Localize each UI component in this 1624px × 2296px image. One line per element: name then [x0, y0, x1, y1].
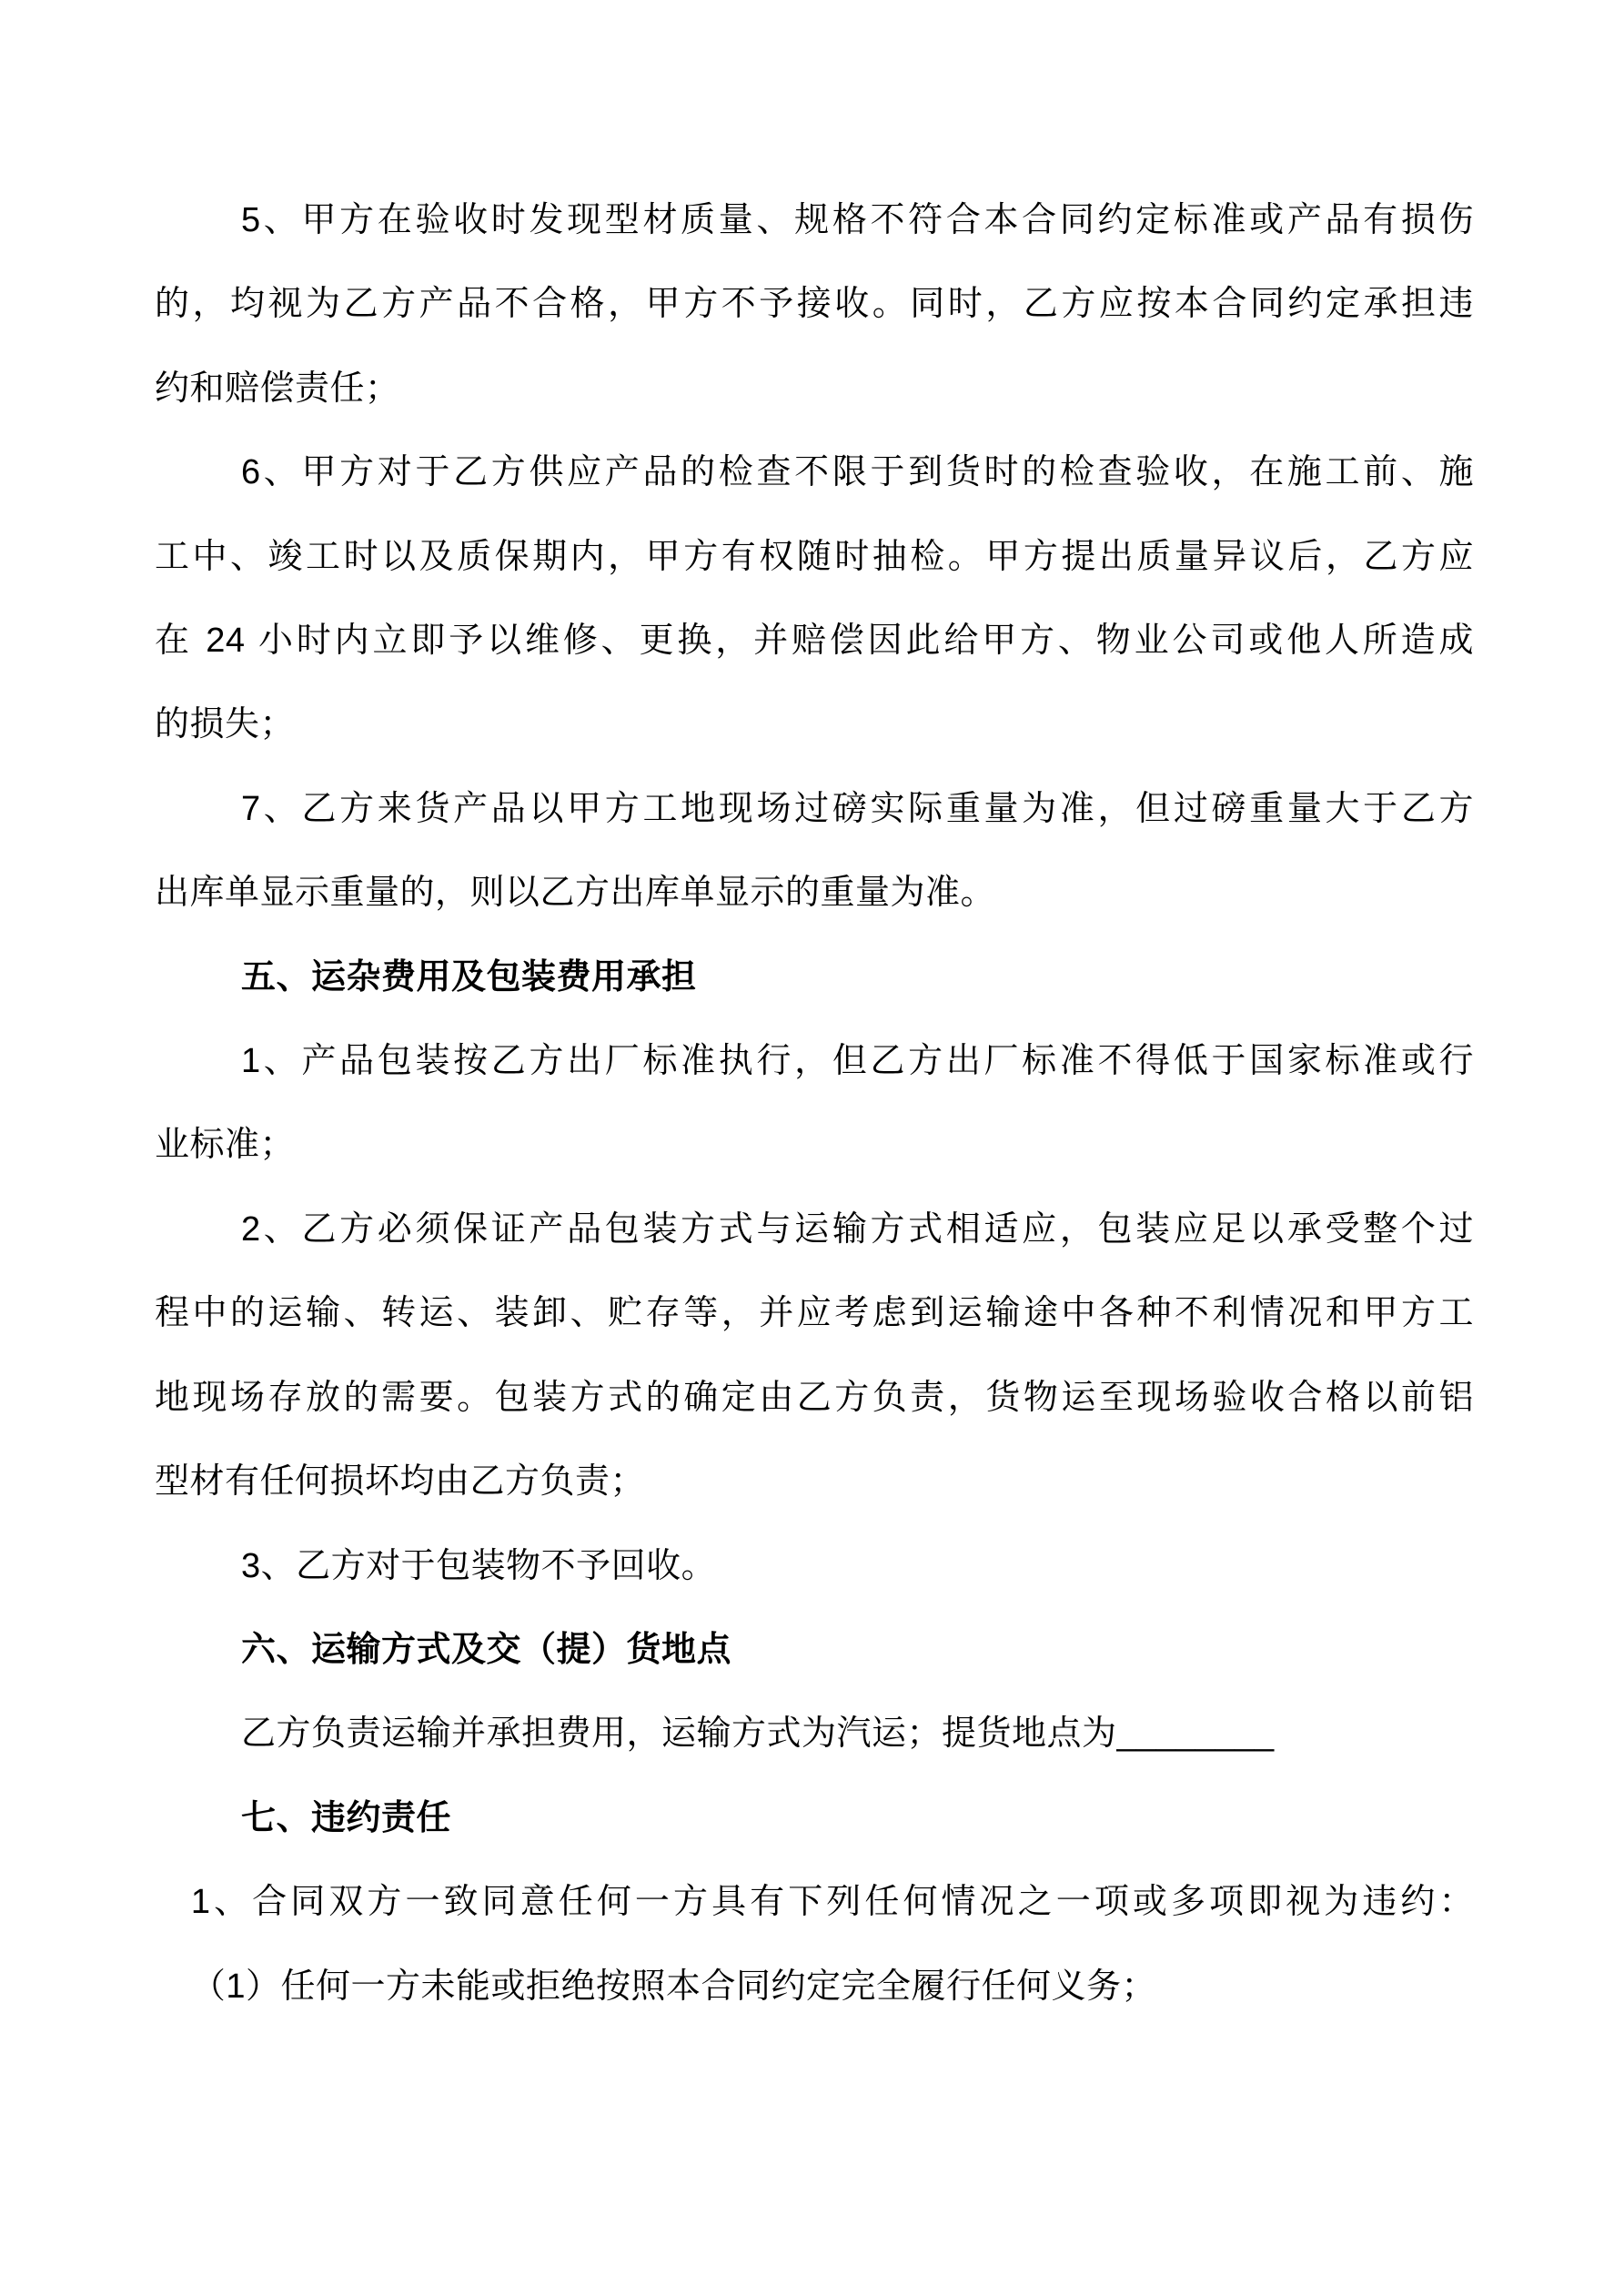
paragraph-line: （1）任何一方未能或拒绝按照本合同约定完全履行任何义务； [190, 1967, 1157, 2006]
paragraph-line: 5、甲方在验收时发现型材质量、规格不符合本合同约定标准或产品有损伤 [241, 201, 1474, 239]
paragraph-line: 1、合同双方一致同意任何一方具有下列任何情况之一项或多项即视为违约： [190, 1883, 1474, 1922]
paragraph-line: 7、乙方来货产品以甲方工地现场过磅实际重量为准，但过磅重量大于乙方 [241, 789, 1474, 828]
paragraph-line: 出库单显示重量的，则以乙方出库单显示的重量为准。 [155, 874, 996, 913]
paragraph-line: 业标准； [155, 1126, 296, 1165]
paragraph-line: 6、甲方对于乙方供应产品的检查不限于到货时的检查验收，在施工前、施 [241, 453, 1474, 492]
paragraph-line: 2、乙方必须保证产品包装方式与运输方式相适应，包装应足以承受整个过 [241, 1209, 1474, 1249]
paragraph-line: 1、产品包装按乙方出厂标准执行，但乙方出厂标准不得低于国家标准或行 [241, 1042, 1474, 1081]
paragraph-line: 地现场存放的需要。包装方式的确定由乙方负责，货物运至现场验收合格以前铝 [155, 1378, 1474, 1417]
paragraph-line-with-blank: 乙方负责运输并承担费用，运输方式为汽运；提货地点为________ [241, 1714, 1275, 1754]
paragraph-line: 程中的运输、转运、装卸、贮存等，并应考虑到运输途中各种不利情况和甲方工 [155, 1294, 1474, 1333]
paragraph-line: 工中、竣工时以及质保期内，甲方有权随时抽检。甲方提出质量异议后，乙方应 [155, 537, 1474, 576]
paragraph-line: 型材有任何损坏均由乙方负责； [155, 1462, 646, 1502]
paragraph-line: 约和赔偿责任； [155, 369, 400, 408]
paragraph-line: 的，均视为乙方产品不合格，甲方不予接收。同时，乙方应按本合同约定承担违 [155, 285, 1474, 324]
section-heading-breach-liability: 七、违约责任 [241, 1798, 452, 1837]
contract-text-block [155, 178, 1474, 2028]
paragraph-line: 在 24 小时内立即予以维修、更换，并赔偿因此给甲方、物业公司或他人所造成 [155, 622, 1474, 661]
paragraph-line: 的损失； [155, 705, 296, 744]
paragraph-line: 3、乙方对于包装物不予回收。 [241, 1546, 717, 1585]
section-heading-freight-and-packing: 五、运杂费用及包装费用承担 [241, 957, 697, 996]
section-heading-transport-and-delivery: 六、运输方式及交（提）货地点 [241, 1630, 732, 1669]
